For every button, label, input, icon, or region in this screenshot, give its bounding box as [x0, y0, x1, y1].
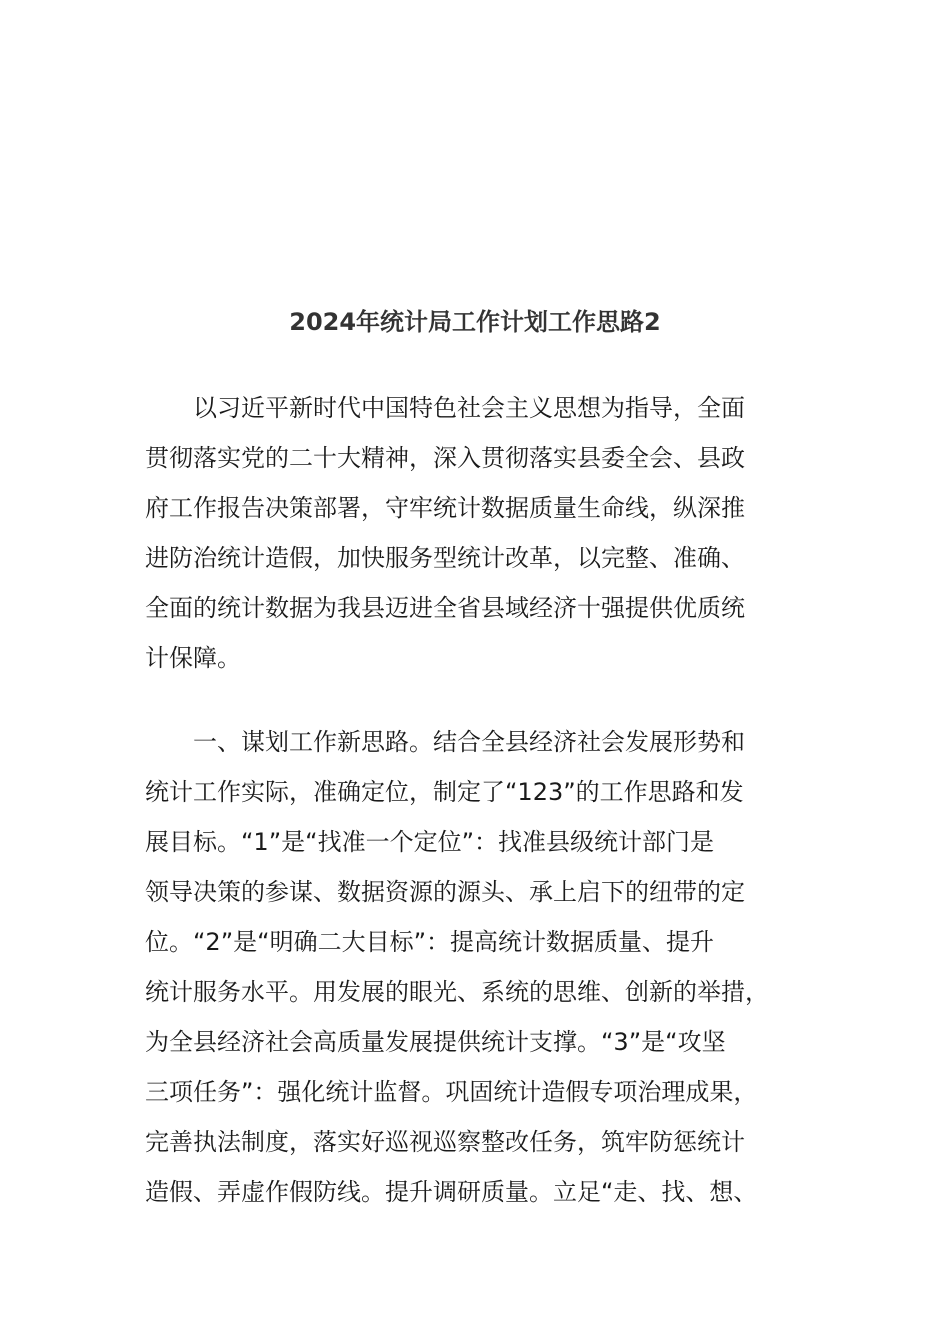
- paragraph-section-one: [145, 717, 805, 1217]
- paragraph-line: 进防治统计造假，加快服务型统计改革，以完整、准确、: [145, 544, 745, 572]
- paragraph-line: 为全县经济社会高质量发展提供统计支撑。“3”是“攻坚: [145, 1028, 726, 1056]
- paragraph-line: 统计服务水平。用发展的眼光、系统的思维、创新的举措，: [145, 978, 769, 1006]
- paragraph-line: 造假、弄虚作假防线。提升调研质量。立足“走、找、想、: [145, 1178, 758, 1206]
- paragraph-line: 府工作报告决策部署，守牢统计数据质量生命线，纵深推: [145, 494, 745, 522]
- paragraph-line: 统计工作实际，准确定位，制定了“123”的工作思路和发: [145, 778, 744, 806]
- paragraph-guiding-ideology: [145, 383, 805, 683]
- paragraph-line: 位。“2”是“明确二大目标”：提高统计数据质量、提升: [145, 928, 715, 956]
- paragraph-line: 三项任务”：强化统计监督。巩固统计造假专项治理成果，: [145, 1078, 758, 1106]
- paragraph-line: 贯彻落实党的二十大精神，深入贯彻落实县委全会、县政: [145, 444, 745, 472]
- paragraph-line: 全面的统计数据为我县迈进全省县域经济十强提供优质统: [145, 594, 745, 622]
- paragraph-line: 领导决策的参谋、数据资源的源头、承上启下的纽带的定: [145, 878, 745, 906]
- paragraph-line: 以习近平新时代中国特色社会主义思想为指导，全面: [145, 394, 745, 422]
- paragraph-line: 计保障。: [145, 644, 241, 672]
- paragraph-line: 一、谋划工作新思路。结合全县经济社会发展形势和: [145, 728, 745, 756]
- paragraph-line: 展目标。“1”是“找准一个定位”：找准县级统计部门是: [145, 828, 715, 856]
- document-title: 2024年统计局工作计划工作思路2: [289, 308, 661, 336]
- paragraph-line: 完善执法制度，落实好巡视巡察整改任务，筑牢防惩统计: [145, 1128, 745, 1156]
